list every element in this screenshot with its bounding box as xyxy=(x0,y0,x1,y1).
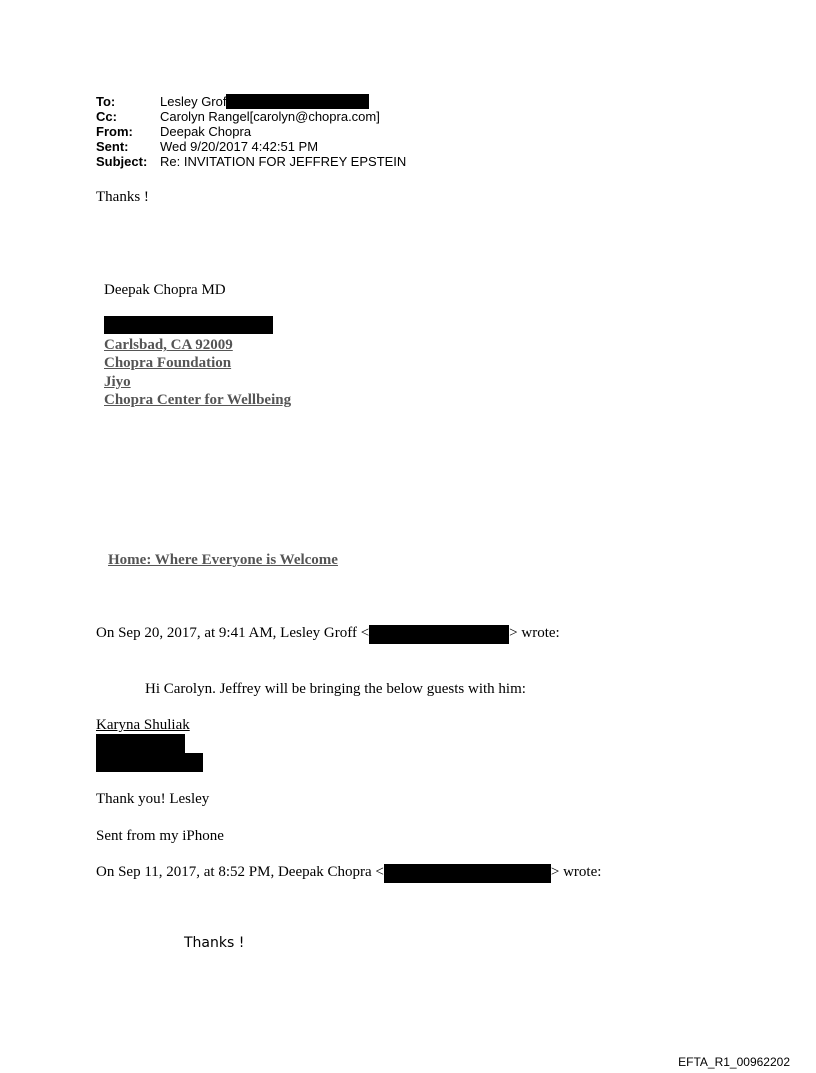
redaction-box xyxy=(104,316,273,334)
quoted-greeting: Hi Carolyn. Jeffrey will be bringing the below guests with him: xyxy=(145,681,526,697)
sent-value: Wed 9/20/2017 4:42:51 PM xyxy=(160,139,319,154)
signature-name: Deepak Chopra MD xyxy=(104,282,226,298)
redaction-box xyxy=(226,94,369,109)
redaction-box xyxy=(384,864,551,883)
document-id: EFTA_R1_00962202 xyxy=(678,1055,790,1069)
to-row xyxy=(96,94,406,109)
cc-label: Cc: xyxy=(96,109,117,124)
from-label: From: xyxy=(96,124,133,139)
redaction-box xyxy=(369,625,509,644)
quoted-intro-2: On Sep 11, 2017, at 8:52 PM, Deepak Chopra < > wrote: xyxy=(96,864,601,883)
from-row xyxy=(96,124,406,139)
email-header xyxy=(96,94,406,169)
redaction-box xyxy=(96,734,185,754)
to-value: Lesley Grof xyxy=(160,94,369,109)
from-value: Deepak Chopra xyxy=(160,124,252,139)
signature-link-address[interactable]: Carlsbad, CA 92009 xyxy=(104,337,233,353)
subject-row xyxy=(96,154,406,169)
to-label: To: xyxy=(96,94,116,109)
guest-name: Karyna Shuliak xyxy=(96,717,190,733)
sent-from: Sent from my iPhone xyxy=(96,828,224,844)
cc-value: Carolyn Rangel[carolyn@chopra.com] xyxy=(160,109,380,124)
subject-label: Subject: xyxy=(96,154,148,169)
signature-link-jiyo[interactable]: Jiyo xyxy=(104,374,131,390)
reply-text: Thanks ! xyxy=(96,189,149,205)
redaction-box xyxy=(96,753,203,772)
subject-value: Re: INVITATION FOR JEFFREY EPSTEIN xyxy=(160,154,407,169)
sent-label: Sent: xyxy=(96,139,129,154)
signature-link-foundation[interactable]: Chopra Foundation xyxy=(104,355,232,371)
cc-row xyxy=(96,109,406,124)
quoted-thanks: Thank you! Lesley xyxy=(96,791,210,807)
quoted-intro-1: On Sep 20, 2017, at 9:41 AM, Lesley Groff < > wrote: xyxy=(96,625,560,644)
sent-row xyxy=(96,139,406,154)
home-link[interactable]: Home: Where Everyone is Welcome xyxy=(108,552,338,568)
quoted-reply-text: Thanks ! xyxy=(184,935,245,951)
signature-link-center[interactable]: Chopra Center for Wellbeing xyxy=(104,392,292,408)
